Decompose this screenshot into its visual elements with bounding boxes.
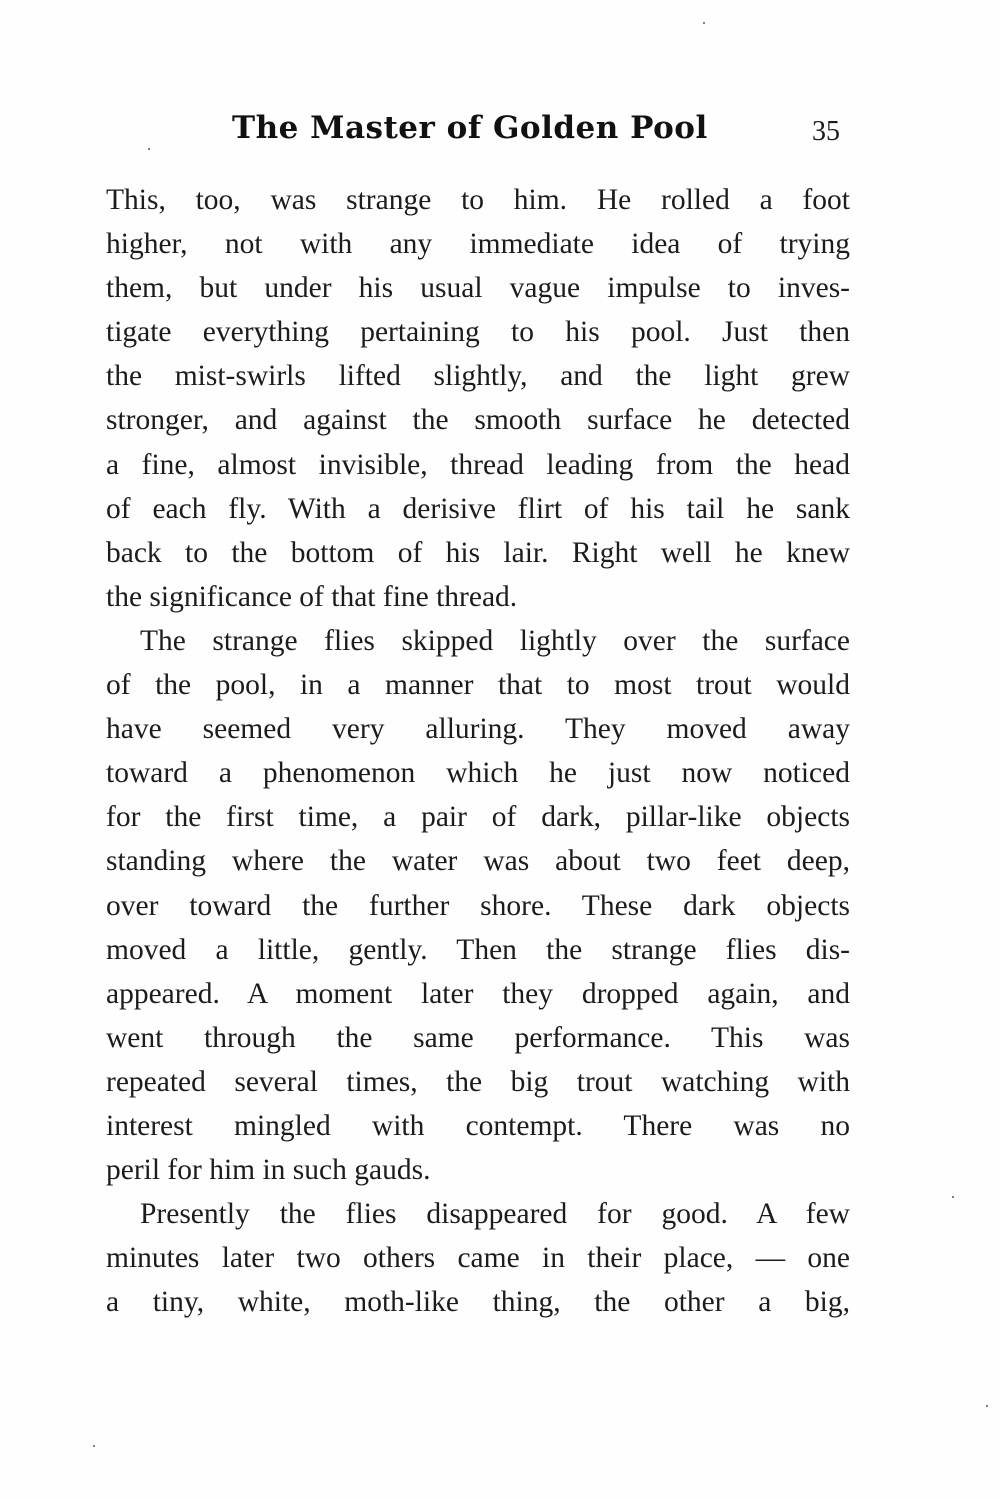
text-line: This, too, was strange to him. He rolled a foot bbox=[106, 184, 850, 216]
text-line: a tiny, white, moth-like thing, the other a big, bbox=[106, 1286, 850, 1319]
text-line: minutes later two others came in their place, — one bbox=[106, 1242, 850, 1275]
text-line: toward a phenomenon which he just now noticed bbox=[106, 757, 850, 790]
text-line: the mist-swirls lifted slightly, and the light grew bbox=[106, 360, 850, 393]
text-line: repeated several times, the big trout watching with bbox=[106, 1065, 850, 1098]
text-line: moved a little, gently. Then the strange flies dis- bbox=[106, 933, 850, 966]
text-line: The strange flies skipped lightly over the surface bbox=[140, 624, 850, 657]
text-line: back to the bottom of his lair. Right well he knew bbox=[106, 536, 850, 569]
text-line: of the pool, in a manner that to most trout would bbox=[106, 669, 850, 702]
text-line: standing where the water was about two feet deep, bbox=[106, 845, 850, 878]
text-line: stronger, and against the smooth surface he detected bbox=[106, 404, 850, 437]
running-title: The Master of Golden Pool bbox=[232, 110, 708, 146]
paragraph-2 bbox=[106, 619, 850, 1192]
text-line: over toward the further shore. These dark objects bbox=[106, 889, 850, 922]
body-text bbox=[106, 178, 850, 1324]
paper-speck bbox=[986, 1405, 988, 1407]
text-line: higher, not with any immediate idea of trying bbox=[106, 228, 850, 261]
text-line: tigate everything pertaining to his pool. Just then bbox=[106, 316, 850, 349]
text-line: Presently the flies disappeared for good. A few bbox=[140, 1198, 850, 1231]
paper-speck bbox=[148, 148, 150, 150]
paper-speck bbox=[93, 1445, 95, 1447]
text-line: them, but under his usual vague impulse to inves- bbox=[106, 272, 850, 305]
text-line: went through the same performance. This was bbox=[106, 1021, 850, 1054]
text-line: appeared. A moment later they dropped again, and bbox=[106, 977, 850, 1010]
paragraph-3 bbox=[106, 1192, 850, 1324]
text-line: of each fly. With a derisive flirt of his tail he sank bbox=[106, 492, 850, 525]
paper-speck bbox=[703, 22, 705, 24]
text-line: have seemed very alluring. They moved away bbox=[106, 713, 850, 746]
text-line: peril for him in such gauds. bbox=[106, 1154, 431, 1187]
paragraph-1 bbox=[106, 178, 850, 619]
text-line: the significance of that fine thread. bbox=[106, 580, 518, 613]
page-number: 35 bbox=[812, 116, 840, 147]
paper-speck bbox=[952, 1196, 954, 1198]
text-line: interest mingled with contempt. There was no bbox=[106, 1109, 850, 1142]
running-head bbox=[0, 110, 1000, 154]
text-line: a fine, almost invisible, thread leading from the head bbox=[106, 448, 850, 481]
text-line: for the first time, a pair of dark, pillar-like objects bbox=[106, 801, 850, 834]
